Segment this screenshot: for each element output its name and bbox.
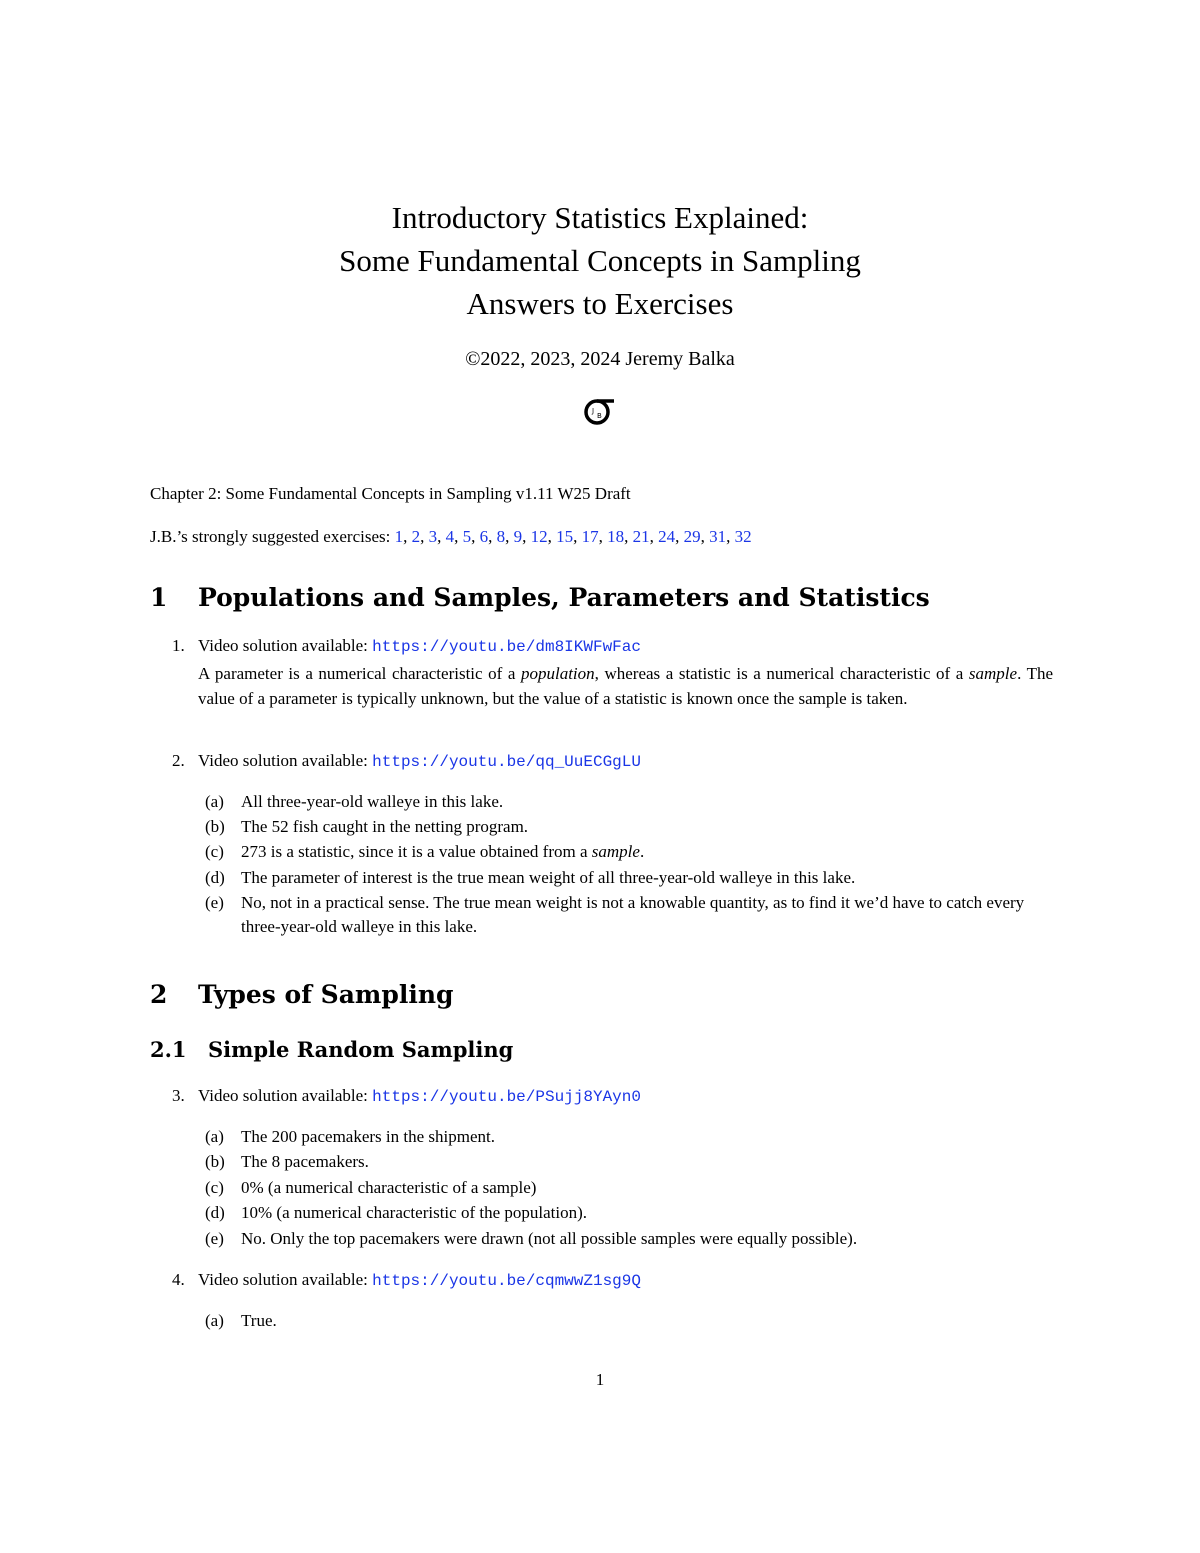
section-2-1-heading bbox=[150, 1037, 513, 1062]
part-label: (e) bbox=[205, 1229, 224, 1248]
answer-emphasis: sample bbox=[968, 664, 1018, 683]
section-title: Types of Sampling bbox=[198, 980, 454, 1009]
suggested-exercise-link[interactable]: 32 bbox=[734, 527, 752, 546]
part-text: 273 is a statistic, since it is a value obtained from a sample. bbox=[241, 842, 645, 861]
part-label: (a) bbox=[205, 792, 224, 811]
list-separator: , bbox=[505, 527, 514, 546]
suggested-exercise-link[interactable]: 4 bbox=[445, 527, 455, 546]
list-separator: , bbox=[700, 527, 710, 546]
section-title: Populations and Samples, Parameters and Statistics bbox=[198, 583, 930, 612]
part-label: (c) bbox=[205, 1178, 224, 1197]
part-text: True. bbox=[241, 1311, 277, 1330]
list-separator: , bbox=[598, 527, 608, 546]
list-separator: , bbox=[675, 527, 684, 546]
video-prefix: Video solution available: bbox=[198, 1270, 368, 1289]
part-text: No, not in a practical sense. The true mean weight is not a knowable quantity, as to find it we’d have to catch every three-year-old walleye in this lake. bbox=[241, 893, 1025, 936]
part-label: (b) bbox=[205, 817, 225, 836]
suggested-exercise-link[interactable]: 12 bbox=[530, 527, 548, 546]
list-separator: , bbox=[726, 527, 735, 546]
title-line-2: Some Fundamental Concepts in Sampling bbox=[339, 243, 861, 278]
author-line: ©2022, 2023, 2024 Jeremy Balka bbox=[465, 348, 735, 370]
suggested-exercise-link[interactable]: 1 bbox=[394, 527, 404, 546]
exercise-number: 4. bbox=[172, 1270, 185, 1289]
page-number: 1 bbox=[595, 1370, 605, 1389]
video-prefix: Video solution available: bbox=[198, 751, 368, 770]
part-text: The 52 fish caught in the netting program. bbox=[241, 817, 529, 836]
section-title: Simple Random Sampling bbox=[208, 1037, 514, 1062]
answer-text: A parameter is a numerical characteristic of a bbox=[198, 664, 521, 683]
answer-text: . The value of a parameter is typically unknown, but the value of a statistic is known once the sample is taken. bbox=[198, 664, 1054, 708]
exercise-number: 3. bbox=[172, 1086, 185, 1105]
suggested-label: J.B.’s strongly suggested exercises: bbox=[150, 527, 391, 546]
part-text: 0% (a numerical characteristic of a sample) bbox=[241, 1178, 537, 1197]
suggested-exercise-link[interactable]: 5 bbox=[462, 527, 472, 546]
exercise-1-answer bbox=[198, 662, 1053, 711]
list-separator: , bbox=[403, 527, 412, 546]
part-label: (a) bbox=[205, 1311, 224, 1330]
list-separator: , bbox=[471, 527, 480, 546]
suggested-exercise-link[interactable]: 6 bbox=[479, 527, 489, 546]
section-number: 2 bbox=[150, 980, 168, 1009]
video-prefix: Video solution available: bbox=[198, 1086, 368, 1105]
suggested-exercise-link[interactable]: 24 bbox=[658, 527, 676, 546]
suggested-exercise-link[interactable]: 17 bbox=[581, 527, 599, 546]
section-number: 1 bbox=[150, 583, 168, 612]
document-title bbox=[0, 196, 1200, 325]
exercise-number: 1. bbox=[172, 636, 185, 655]
list-separator: , bbox=[649, 527, 659, 546]
part-label: (d) bbox=[205, 868, 225, 887]
section-number: 2.1 bbox=[150, 1037, 187, 1062]
list-separator: , bbox=[437, 527, 446, 546]
answer-text: , whereas a statistic is a numerical characteristic of a bbox=[594, 664, 969, 683]
video-link[interactable]: https://youtu.be/PSujj8YAyn0 bbox=[372, 1088, 641, 1106]
list-separator: , bbox=[573, 527, 582, 546]
sigma-logo-icon bbox=[580, 392, 620, 428]
exercise-number: 2. bbox=[172, 751, 185, 770]
video-link[interactable]: https://youtu.be/cqmwwZ1sg9Q bbox=[372, 1272, 641, 1290]
suggested-exercise-link[interactable]: 15 bbox=[556, 527, 574, 546]
part-label: (b) bbox=[205, 1152, 225, 1171]
part-label: (d) bbox=[205, 1203, 225, 1222]
video-link[interactable]: https://youtu.be/qq_UuECGgLU bbox=[372, 753, 641, 771]
video-link[interactable]: https://youtu.be/dm8IKWFwFac bbox=[372, 638, 641, 656]
suggested-exercise-link[interactable]: 8 bbox=[496, 527, 506, 546]
part-text: The 8 pacemakers. bbox=[241, 1152, 369, 1171]
answer-emphasis: population bbox=[520, 664, 595, 683]
part-label: (e) bbox=[205, 893, 224, 912]
part-label: (c) bbox=[205, 842, 224, 861]
part-text: 10% (a numerical characteristic of the population). bbox=[241, 1203, 587, 1222]
list-separator: , bbox=[547, 527, 557, 546]
list-separator: , bbox=[522, 527, 531, 546]
part-label: (a) bbox=[205, 1127, 224, 1146]
list-separator: , bbox=[488, 527, 497, 546]
section-2-heading bbox=[150, 980, 454, 1009]
part-text: The parameter of interest is the true mean weight of all three-year-old walleye in this lake. bbox=[241, 868, 856, 887]
suggested-exercise-link[interactable]: 18 bbox=[607, 527, 625, 546]
part-text: All three-year-old walleye in this lake. bbox=[241, 792, 504, 811]
suggested-exercise-link[interactable]: 29 bbox=[683, 527, 701, 546]
list-separator: , bbox=[624, 527, 633, 546]
suggested-exercise-link[interactable]: 21 bbox=[632, 527, 650, 546]
part-text: The 200 pacemakers in the shipment. bbox=[241, 1127, 495, 1146]
svg-text:J: J bbox=[592, 407, 595, 415]
title-line-1: Introductory Statistics Explained: bbox=[391, 200, 809, 235]
suggested-links bbox=[395, 527, 752, 546]
video-prefix: Video solution available: bbox=[198, 636, 368, 655]
suggested-exercise-link[interactable]: 31 bbox=[709, 527, 727, 546]
list-separator: , bbox=[420, 527, 429, 546]
suggested-exercises bbox=[150, 527, 752, 547]
list-separator: , bbox=[454, 527, 463, 546]
title-line-3: Answers to Exercises bbox=[466, 286, 734, 321]
svg-text:B: B bbox=[597, 412, 602, 420]
suggested-exercise-link[interactable]: 2 bbox=[411, 527, 421, 546]
suggested-exercise-link[interactable]: 3 bbox=[428, 527, 438, 546]
part-text: No. Only the top pacemakers were drawn (not all possible samples were equally possible). bbox=[241, 1229, 858, 1248]
suggested-exercise-link[interactable]: 9 bbox=[513, 527, 523, 546]
chapter-line: Chapter 2: Some Fundamental Concepts in Sampling v1.11 W25 Draft bbox=[150, 484, 631, 503]
section-1-heading bbox=[150, 583, 930, 612]
